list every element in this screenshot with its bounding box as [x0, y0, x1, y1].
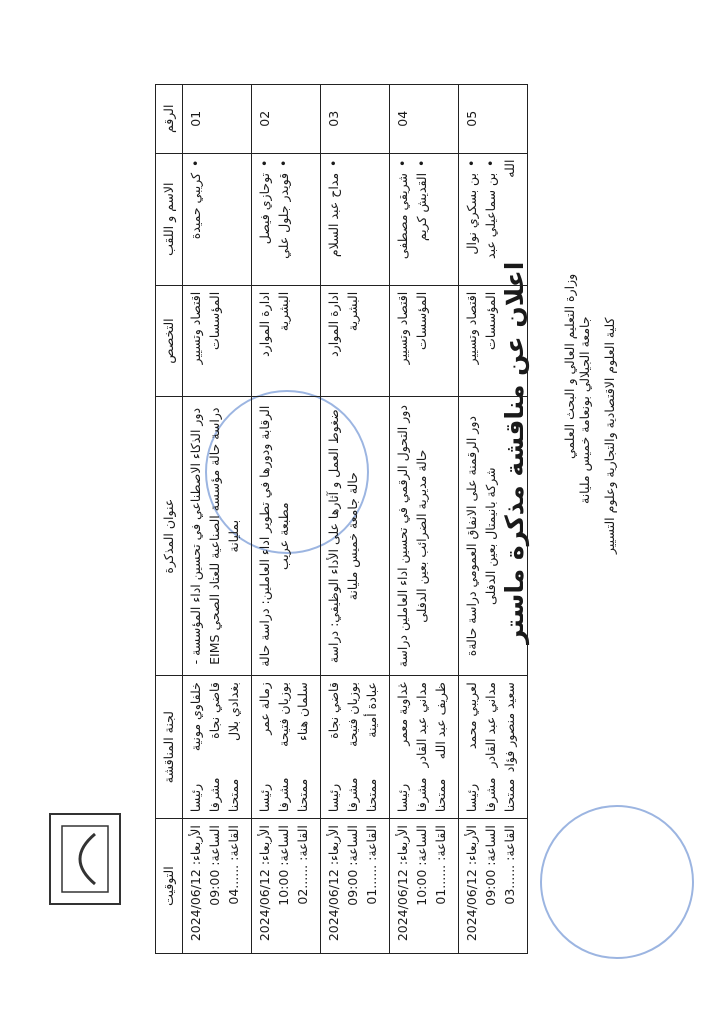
row-number: 02 [252, 85, 321, 154]
row-number: 01 [183, 85, 252, 154]
student-name: • بن سماعيلي عبد الله [481, 160, 519, 279]
schedule-room: القاعة: ......04 [226, 825, 241, 905]
row-number: 05 [459, 85, 528, 154]
student-names [252, 153, 321, 285]
schedule [321, 819, 390, 954]
jury [321, 676, 390, 819]
column-header-title: عنوان المذكرة [156, 397, 183, 676]
jury-member: بغدادي بلال [226, 682, 241, 742]
student-name: • قويدر جلول علي [274, 160, 293, 279]
student-name: • بن بسكري نوال [462, 160, 481, 279]
column-header-specialty: التخصص [156, 285, 183, 396]
student-name: • شريقي مصطفى [393, 160, 412, 279]
jury-role: مشرفا [207, 777, 222, 813]
specialty: ادارة الموارد البشرية [321, 285, 390, 396]
schedule-date: الأربعاء: 2024/06/12 [464, 825, 479, 942]
student-names [390, 153, 459, 285]
thesis-title: ضغوط العمل و آثارها على الأداء الوظيفي: دراسة حالة جامعة خميس مليانة [321, 397, 390, 676]
schedule-hour: الساعة: 09:00 [345, 825, 360, 906]
column-header-number: الرقم [156, 85, 183, 154]
schedule-date: الأربعاء: 2024/06/12 [326, 825, 341, 942]
jury-member: سلمان هناء [295, 682, 310, 742]
table-row [390, 85, 459, 954]
thesis-title: دور التحول الرقمي في تحسين اداء العاملين دراسة حالة مديرية الضرائب بعين الدفلى [390, 397, 459, 676]
thesis-title: دور الرقمنة على الانفاق العمومي دراسة حالةة شركة بانيمتال بعين الدفلى [459, 397, 528, 676]
specialty: اقتصاد وتسيير المؤسسات [459, 285, 528, 396]
jury-role: ممتحنا [226, 778, 241, 813]
jury-role: رئيسا [395, 783, 410, 813]
student-names [321, 153, 390, 285]
announcement-title: اعلان عن مناقشة مذكرة ماستر [500, 261, 529, 644]
jury-member: سعيد منصور فؤاد [502, 682, 517, 773]
jury [459, 676, 528, 819]
column-header-time: التوقيت [156, 819, 183, 954]
schedule [390, 819, 459, 954]
jury-role: رئيسا [188, 783, 203, 813]
specialty: اقتصاد وتسيير المؤسسات [183, 285, 252, 396]
schedule-date: الأربعاء: 2024/06/12 [257, 825, 272, 942]
university-logo [40, 804, 130, 914]
jury-member: قاضي نجاة [207, 682, 222, 739]
column-header-jury: لجنة المناقشة [156, 676, 183, 819]
jury-role: مشرفا [345, 777, 360, 813]
jury-role: مشرفا [414, 777, 429, 813]
thesis-title: دور الذكاء الاصطناعي في تحسين اداء المؤسسة - دراسة حالة مؤسسة الصناعية للعتاد الصحي EIMS بمليانة [183, 397, 252, 676]
schedule-hour: الساعة: 10:00 [276, 825, 291, 906]
student-name: • توحازي فيصل [255, 160, 274, 279]
department-stamp [540, 805, 694, 959]
jury [183, 676, 252, 819]
table-row [252, 85, 321, 954]
schedule-room: القاعة: ......01 [433, 825, 448, 905]
specialty: ادارة الموارد البشرية [252, 285, 321, 396]
schedule-room: القاعة: ......02 [295, 825, 310, 905]
jury-member: بوزيان فتيحة [276, 682, 291, 747]
jury-member: ظريف عبد الله [433, 682, 448, 760]
jury-member: مداني عبد القادر [483, 682, 498, 768]
jury-role: ممتحنا [433, 778, 448, 813]
jury-member: عبادة أمينة [364, 682, 379, 738]
schedule-date: الأربعاء: 2024/06/12 [395, 825, 410, 942]
schedule-room: القاعة: ......01 [364, 825, 379, 905]
student-name: • مداح عبد السلام [324, 160, 343, 279]
jury-role: مشرفا [483, 777, 498, 813]
jury-member: قاضي نجاة [326, 682, 341, 739]
jury-member: غداوية معمر [395, 682, 410, 746]
schedule-hour: الساعة: 09:00 [207, 825, 222, 906]
student-name: • كريبي حميدة [186, 160, 205, 279]
jury-role: رئيسا [464, 783, 479, 813]
table-row [321, 85, 390, 954]
schedule-hour: الساعة: 09:00 [483, 825, 498, 906]
jury-member: بوزيان فتيحة [345, 682, 360, 747]
university-heading: جامعة الجيلالي بونعامة خميس مليانة [577, 316, 592, 504]
schedule-room: القاعة: ......03 [502, 825, 517, 905]
jury-member: لعريبي محمد [464, 682, 479, 750]
schedule [252, 819, 321, 954]
defense-schedule-table [155, 84, 528, 954]
jury-role: ممتحنا [364, 778, 379, 813]
student-name: • القديش كريم [412, 160, 431, 279]
jury-role: رئيسا [326, 783, 341, 813]
schedule-date: الأربعاء: 2024/06/12 [188, 825, 203, 942]
thesis-title: الرقابة ودورها في تطوير اداء العاملين: دراسة حالة مطبعة عريب [252, 397, 321, 676]
jury-member: خلفاوي مونية [188, 682, 203, 752]
specialty: اقتصاد وتسيير المؤسسات [390, 285, 459, 396]
student-names [459, 153, 528, 285]
table-row [183, 85, 252, 954]
schedule [183, 819, 252, 954]
jury-role: ممتحنا [295, 778, 310, 813]
schedule [459, 819, 528, 954]
table-row [459, 85, 528, 954]
schedule-hour: الساعة: 10:00 [414, 825, 429, 906]
jury-member: زمالة عمر [257, 682, 272, 735]
jury-role: ممتحنا [502, 778, 517, 813]
row-number: 03 [321, 85, 390, 154]
jury [252, 676, 321, 819]
student-names [183, 153, 252, 285]
jury-role: رئيسا [257, 783, 272, 813]
jury [390, 676, 459, 819]
faculty-heading: كلية العلوم الاقتصادية والتجارية وعلوم التسيير [602, 317, 617, 554]
jury-member: مداني عبد القادر [414, 682, 429, 768]
jury-role: مشرفا [276, 777, 291, 813]
table-header-row [156, 85, 183, 954]
column-header-name: الاسم و اللقب [156, 153, 183, 285]
ministry-heading: وزارة التعليم العالي و البحث العلمي [562, 273, 577, 459]
row-number: 04 [390, 85, 459, 154]
